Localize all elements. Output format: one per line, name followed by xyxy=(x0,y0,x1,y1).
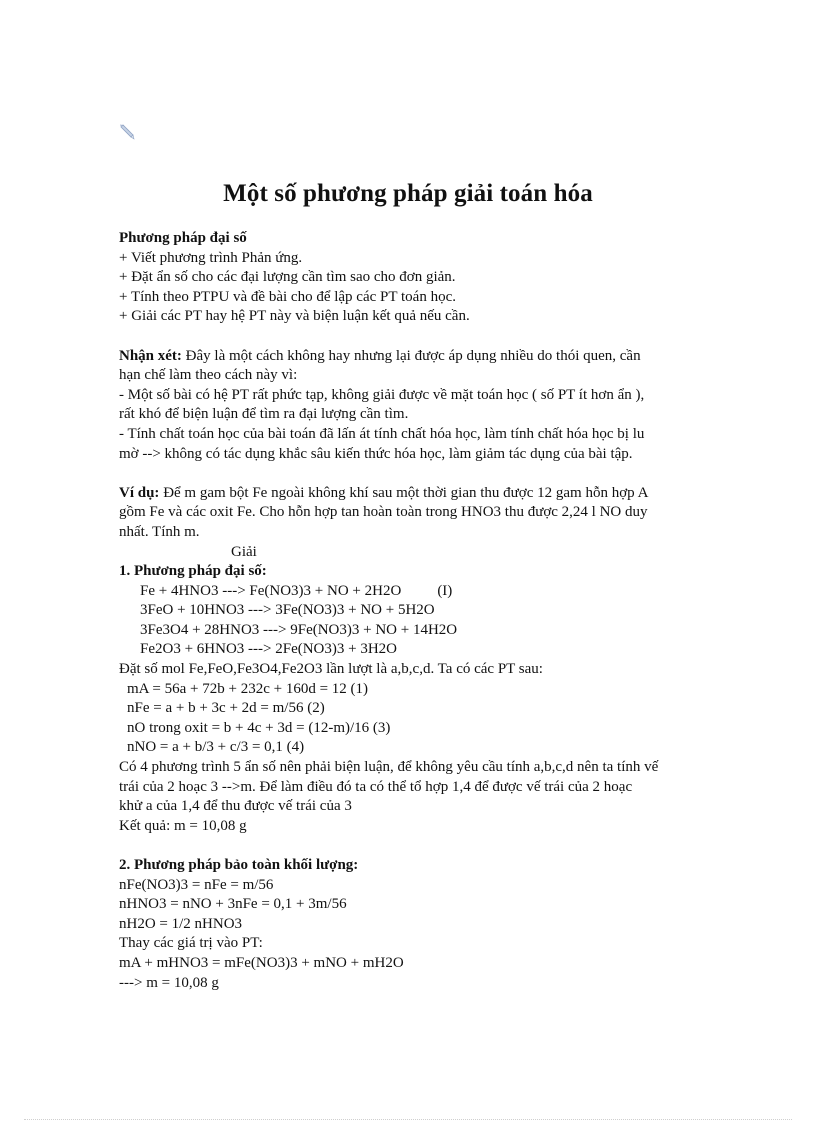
reaction-equation xyxy=(119,582,709,602)
spacer xyxy=(119,836,709,856)
method2-line: mA + mHNO3 = mFe(NO3)3 + mNO + mH2O xyxy=(119,954,404,971)
reaction-equation: 3FeO + 10HNO3 ---> 3Fe(NO3)3 + NO + 5H2O xyxy=(140,602,435,619)
remark-text: Đây là một cách không hay nhưng lại được áp dụng nhiều do thói quen, cần xyxy=(181,347,641,364)
method1-heading: 1. Phương pháp đại số: xyxy=(119,563,267,580)
section-heading-algebra: Phương pháp đại số xyxy=(119,230,247,246)
method2-line: nHNO3 = nNO + 3nFe = 0,1 + 3m/56 xyxy=(119,896,347,913)
pencil-icon xyxy=(118,124,136,140)
remark-line: mờ --> không có tác dụng khắc sâu kiến thức hóa học, làm giảm tác dụng của bài tập. xyxy=(119,445,633,462)
method2-line: nFe(NO3)3 = nFe = m/56 xyxy=(119,876,274,893)
variables-line: Đặt số mol Fe,FeO,Fe3O4,Fe2O3 lần lượt là a,b,c,d. Ta có các PT sau: xyxy=(119,661,543,678)
reaction-ref: (I) xyxy=(437,582,453,599)
reaction-equation: 3Fe3O4 + 28HNO3 ---> 9Fe(NO3)3 + NO + 14H2O xyxy=(140,621,458,638)
math-equation: nNO = a + b/3 + c/3 = 0,1 (4) xyxy=(127,739,305,756)
example-label: Ví dụ: xyxy=(119,484,160,501)
reaction-equation: Fe2O3 + 6HNO3 ---> 2Fe(NO3)3 + 3H2O xyxy=(140,641,398,658)
method2-heading: 2. Phương pháp bảo toàn khối lượng: xyxy=(119,857,359,873)
algebra-step: + Đặt ẩn số cho các đại lượng cần tìm sao cho đơn giản. xyxy=(119,269,456,286)
spacer xyxy=(119,327,709,347)
document-body xyxy=(119,229,709,993)
spacer xyxy=(119,464,709,484)
page-title: Một số phương pháp giải toán hóa xyxy=(223,180,593,207)
page-bottom-rule xyxy=(24,1119,792,1120)
result-line: Kết quả: m = 10,08 g xyxy=(119,817,247,834)
remark-line: - Một số bài có hệ PT rất phức tạp, không giải được về mặt toán học ( số PT ít hơn ẩn ), xyxy=(119,386,645,403)
example-paragraph xyxy=(119,484,709,504)
example-line: nhất. Tính m. xyxy=(119,523,200,540)
math-equation: nFe = a + b + 3c + 2d = m/56 (2) xyxy=(127,700,325,717)
method2-line: nH2O = 1/2 nHNO3 xyxy=(119,915,243,932)
algebra-step: + Giải các PT hay hệ PT này và biện luận kết quả nếu cần. xyxy=(119,308,470,325)
example-line: gồm Fe và các oxit Fe. Cho hỗn hợp tan hoàn toàn trong HNO3 thu được 2,24 l NO duy xyxy=(119,504,648,521)
math-equation: mA = 56a + 72b + 232c + 160d = 12 (1) xyxy=(127,680,369,697)
example-text: Để m gam bột Fe ngoài không khí sau một thời gian thu được 12 gam hỗn hợp A xyxy=(159,484,649,501)
reaction-text: Fe + 4HNO3 ---> Fe(NO3)3 + NO + 2H2O xyxy=(140,582,402,599)
solution-label: Giải xyxy=(231,543,257,560)
remark-line: rất khó để biện luận để tìm ra đại lượng cần tìm. xyxy=(119,406,409,423)
remark-label: Nhận xét: xyxy=(119,347,182,364)
discussion-line: khử a của 1,4 để thu được vế trái của 3 xyxy=(119,798,352,815)
remark-paragraph xyxy=(119,347,709,367)
discussion-line: trái của 2 hoạc 3 -->m. Để làm điều đó ta có thể tổ hợp 1,4 để được vế trái của 2 hoạc xyxy=(119,778,633,795)
method2-line: ---> m = 10,08 g xyxy=(119,974,219,991)
algebra-step: + Tính theo PTPU và đề bài cho để lập các PT toán học. xyxy=(119,288,456,305)
remark-line: - Tính chất toán học của bài toán đã lấn át tính chất hóa học, làm tính chất hóa học bị lu xyxy=(119,425,645,442)
method2-line: Thay các giá trị vào PT: xyxy=(119,935,263,952)
remark-line: hạn chế làm theo cách này vì: xyxy=(119,367,298,384)
algebra-step: + Viết phương trình Phản ứng. xyxy=(119,249,303,266)
discussion-line: Có 4 phương trình 5 ẩn số nên phải biện luận, để không yêu cầu tính a,b,c,d nên ta tính vế xyxy=(119,759,659,776)
math-equation: nO trong oxit = b + 4c + 3d = (12-m)/16 (3) xyxy=(127,719,391,736)
